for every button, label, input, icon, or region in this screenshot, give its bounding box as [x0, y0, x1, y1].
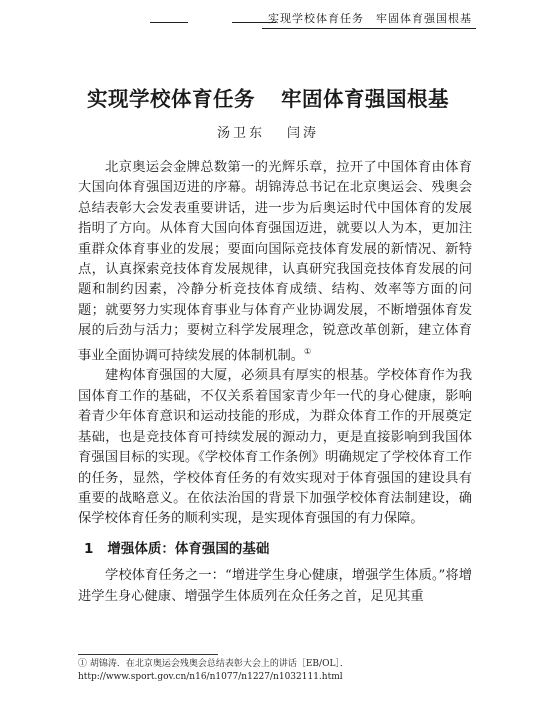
title-part-2: 牢固体育强国根基	[281, 87, 449, 111]
paragraph-2: 建构体育强国的大厦，必须具有厚实的根基。学校体育作为我国体育工作的基础，不仅关系着国家青少年一代的身心健康，影响着青少年体育意识和运动技能的形成，为群众体育工作的开展奠定基础，也是竞技体育可持续发展的源动力，更是直接影响到我国体育强国目标的实现。《学校体育工作条例》明确规定了学校体育工作的任务，显然，学校体育任务的有效实现对于体育强国的建设具有重要的战略意义。在依法治国的背景下加强学校体育法制建设，确保学校体育任务的顺利实现，是实现体育强国的有力保障。	[78, 368, 472, 527]
paragraph-1: 北京奥运会金牌总数第一的光辉乐章，拉开了中国体育由体育大国向体育强国迈进的序幕。胡锦涛总书记在北京奥运会、残奥会总结表彰大会发表重要讲话，进一步为后奥运时代中国体育的发展指明了方向。从体育大国向体育强国迈进，就要以人为本，更加注重群众体育事业的发展；要面向国际竞技体育发展的新情况、新特点，认真探索竞技体育发展规律，认真研究我国竞技体育发展的问题和制约因素，冷静分析竞技体育成绩、结构、效率等方面的问题；就要努力实现体育事业与体育产业协调发展，不断增强体育发展的后劲与活力；要树立科学发展理念，锐意改革创新，建立体育事业全面协调可持续发展的体制机制。①	[78, 160, 472, 364]
article-body	[78, 158, 472, 607]
title-part-1: 实现学校体育任务	[87, 87, 255, 111]
authors	[0, 122, 536, 141]
running-header	[150, 8, 476, 32]
footnote: ① 胡锦涛．在北京奥运会残奥会总结表彰大会上的讲话［EB/OL］．http://www.sport.gov.cn/n16/n1077/n1227/n1032111.html	[78, 659, 349, 682]
running-head-text: 实现学校体育任务 牢固体育强国根基	[262, 10, 476, 29]
author-2: 闫涛	[287, 126, 320, 141]
section-title: 增强体质：体育强国的基础	[107, 540, 270, 557]
header-rule	[150, 22, 188, 23]
section-heading	[78, 539, 472, 559]
author-1: 汤卫东	[216, 126, 265, 141]
footnote-rule	[78, 654, 218, 655]
article-title	[0, 82, 536, 112]
footnote-marker: ①	[304, 346, 312, 356]
paragraph-3: 学校体育任务之一：“增进学生身心健康，增强学生体质。”将增进学生身心健康、增强学生体质列在众任务之首，足见其重	[78, 568, 472, 604]
section-number: 1	[84, 540, 94, 557]
